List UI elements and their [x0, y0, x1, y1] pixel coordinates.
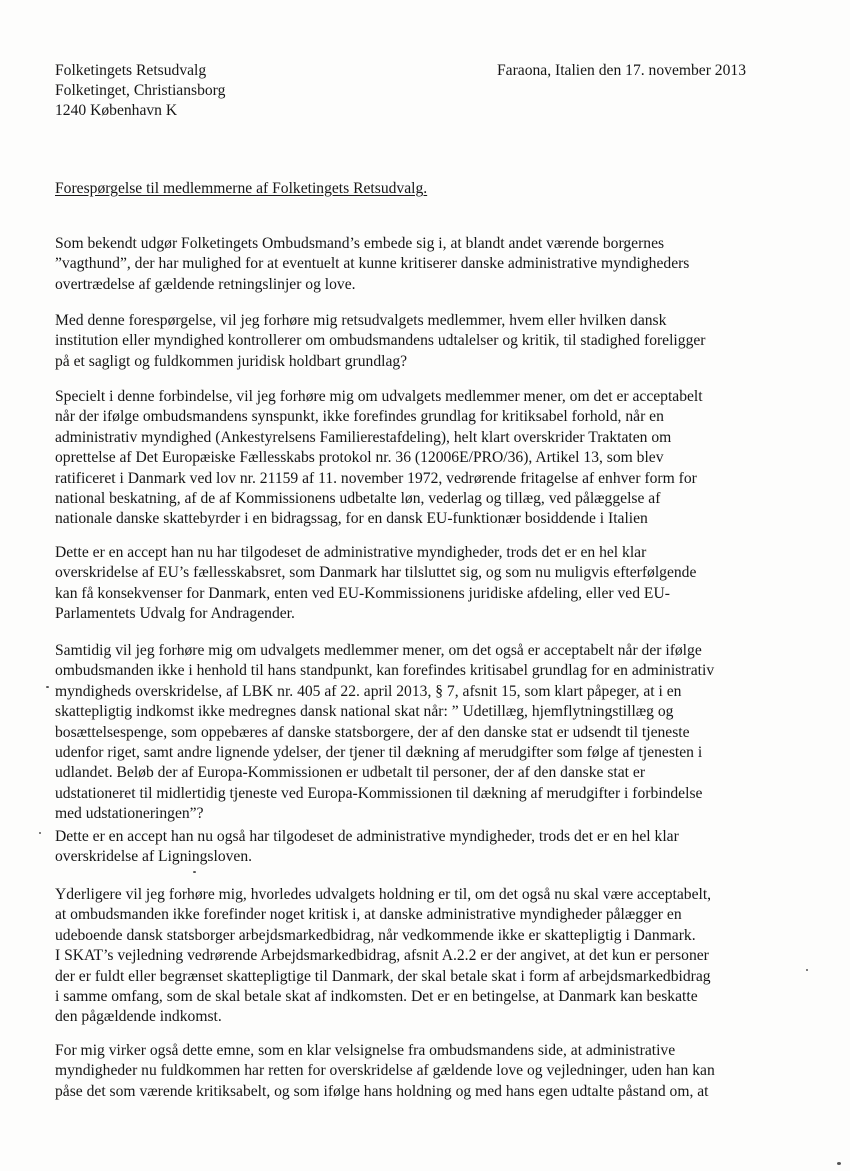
text-line: I SKAT’s vejledning vedrørende Arbejdsmarkedbidrag, afsnit A.2.2 er der angivet, at det kun er personer: [55, 947, 709, 965]
text-line: Som bekendt udgør Folketingets Ombudsmand’s embede sig i, at blandt andet værende borgernes: [55, 235, 665, 252]
text-line: myndigheder nu fuldkommen har retten for overskridelse af gældende love og vejledninger, uden han kan: [55, 1062, 715, 1080]
text-line: Specielt i denne forbindelse, vil jeg forhøre mig om udvalgets medlemmer mener, om det er acceptabelt: [55, 388, 703, 405]
text-line: ”vagthund”, der har mulighed for at eventuelt at kunne kritiserer danske administrative myndigheders: [55, 255, 690, 273]
paragraph-4: [55, 543, 775, 625]
text-line: med udstationeringen”?: [55, 805, 204, 823]
text-line: Parlamentets Udvalg for Andragender.: [55, 605, 295, 623]
scan-speck: [39, 832, 41, 834]
text-line: når der ifølge ombudsmandens synspunkt, ikke forefindes grundlag for kritiksabel forhold, når en: [55, 408, 664, 426]
scan-speck: [837, 1162, 841, 1165]
paragraph-5: [55, 641, 775, 825]
scan-speck: [46, 686, 49, 688]
paragraph-1: [55, 234, 775, 295]
paragraph-7: [55, 885, 775, 1028]
text-line: bosættelsespenge, som oppebæres af danske statsborgere, der af den danske stat er udsendt til tjeneste: [55, 723, 690, 741]
recipient-address: [55, 61, 225, 121]
text-line: ratificeret i Danmark ved lov nr. 21159 af 11. november 1972, vedrørende fritagelse af enhver form for: [55, 469, 697, 487]
text-line: Samtidig vil jeg forhøre mig om udvalgets medlemmer mener, om det også er acceptabelt når der ifølge: [55, 642, 702, 659]
text-line: i samme omfang, som de skal betale skat af indkomsten. Det er en betingelse, at Danmark kan beskatte: [55, 988, 698, 1006]
text-line: udenfor riget, samt andre lignende ydelser, der tjener til dækning af merudgifter som følge af tjenesten i: [55, 744, 703, 762]
text-line: overtrædelse af gældende retningslinjer og love.: [55, 275, 356, 293]
text-line: Dette er en accept han nu også har tilgodeset de administrative myndigheder, trods det er en hel klar: [55, 828, 679, 845]
text-line: oprettelse af Det Europæiske Fællesskabs protokol nr. 36 (12006E/PRO/36), Artikel 13, som blev: [55, 449, 664, 467]
recipient-name: Folketingets Retsudvalg: [55, 62, 207, 79]
scan-speck: [193, 871, 196, 873]
scan-speck: [806, 969, 808, 971]
text-line: på et sagligt og fuldkommen juridisk holdbart grundlag?: [55, 352, 408, 370]
text-line: overskridelse af Ligningsloven.: [55, 848, 253, 866]
text-line: nationale danske skattebyrder i en bidragssag, for en dansk EU-funktionær bosiddende i Italien: [55, 510, 648, 528]
recipient-building: Folketinget, Christiansborg: [55, 82, 226, 99]
text-line: institution eller myndighed kontrollerer om ombudsmandens udtalelser og kritik, til stadighed foreligger: [55, 332, 706, 350]
place-and-date: Faraona, Italien den 17. november 2013: [497, 62, 746, 79]
text-line: udlandet. Beløb der af Europa-Kommissionen er udbetalt til personer, der af den danske stat er: [55, 764, 646, 782]
text-line: administrativ myndighed (Ankestyrelsens Familierestafdeling), helt klart overskrider Traktaten om: [55, 428, 672, 446]
text-line: overskridelse af EU’s fællesskabsret, som Danmark har tilsluttet sig, og som nu muligvis efterfølgende: [55, 564, 697, 582]
text-line: udeboende dansk statsborger arbejdsmarkedbidrag, når vedkommende ikke er skattepligtig i Danmark.: [55, 926, 696, 944]
text-line: udstationeret til midlertidig tjeneste ved Europa-Kommissionen til dækning af merudgifter i forbindelse: [55, 784, 703, 802]
text-line: påse det som værende kritiksabelt, og som ifølge hans holdning og med hans egen udtalte påstand om, at: [55, 1082, 709, 1100]
letter-subject: Forespørgelse til medlemmerne af Folketingets Retsudvalg.: [55, 180, 428, 197]
text-line: Yderligere vil jeg forhøre mig, hvorledes udvalgets holdning er til, om det også nu skal være acceptabelt,: [55, 886, 712, 903]
text-line: national beskatning, af de af Kommissionens udbetalte løn, vederlag og tillæg, ved pålæggelse af: [55, 490, 661, 508]
text-line: Dette er en accept han nu har tilgodeset de administrative myndigheder, trods det er en hel klar: [55, 544, 647, 561]
text-line: kan få konsekvenser for Danmark, enten ved EU-Kommissionens juridiske afdeling, eller ved EU-: [55, 584, 670, 602]
recipient-city: 1240 København K: [55, 102, 178, 119]
text-line: myndigheds overskridelse, af LBK nr. 405 af 22. april 2013, § 7, afsnit 15, som klart påpeger, at i en: [55, 682, 682, 700]
text-line: skattepligtig indkomst ikke medregnes dansk national skat når: ” Udetillæg, hjemflytningstillæg og: [55, 703, 674, 721]
paragraph-8: [55, 1041, 775, 1102]
text-line: der er fuldt eller begrænset skattepligtige til Danmark, der skal betale skat i form af arbejdsmarkedbidrag: [55, 967, 711, 985]
paragraph-6: [55, 827, 775, 868]
text-line: ombudsmanden ikke i henhold til hans standpunkt, kan forefindes kritisabel grundlag for en administrativ: [55, 662, 715, 680]
paragraph-2: [55, 311, 775, 372]
text-line: den pågældende indkomst.: [55, 1008, 222, 1026]
text-line: at ombudsmanden ikke forefinder noget kritisk i, at danske administrative myndigheder pålægger en: [55, 906, 682, 924]
paragraph-3: [55, 387, 775, 530]
text-line: Med denne forespørgelse, vil jeg forhøre mig retsudvalgets medlemmer, hvem eller hvilken dansk: [55, 312, 667, 329]
text-line: For mig virker også dette emne, som en klar velsignelse fra ombudsmandens side, at administrative: [55, 1042, 676, 1059]
